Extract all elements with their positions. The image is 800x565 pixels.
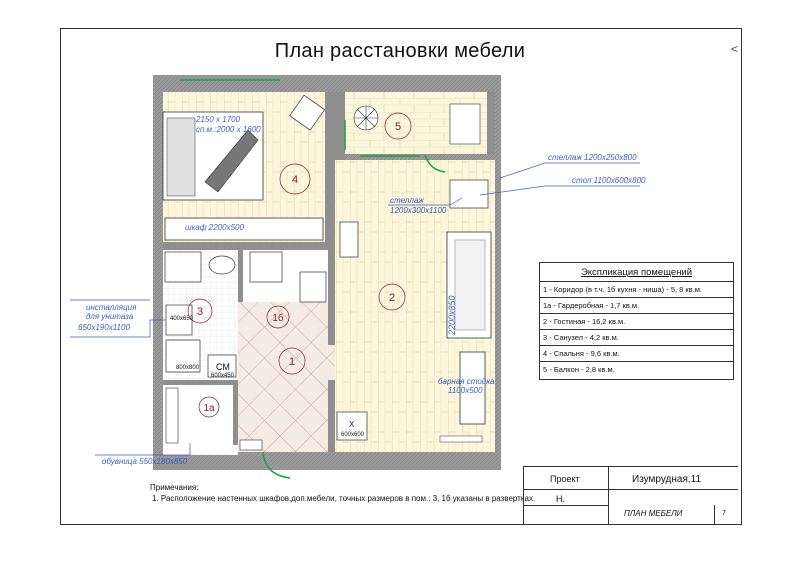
desk [450, 180, 488, 208]
sofa-seat [455, 240, 485, 330]
install-label-2: для унитаза [86, 312, 134, 321]
title-block-n-label: Н. [556, 494, 565, 504]
explication-heading: Экспликация помещений [540, 263, 733, 282]
table-label: стол 1100х600х800 [572, 176, 646, 185]
notes [150, 482, 535, 504]
title-block-project-label: Проект [550, 474, 580, 484]
wall-balcony-east [487, 92, 495, 154]
room-label-5: 5 [394, 121, 402, 133]
room-label-1b: 1б [272, 313, 284, 324]
bed-mattress-label: сп.м.:2000 х 1600 [196, 125, 261, 134]
room-label-1: 1 [288, 356, 296, 368]
bath-sink [209, 256, 235, 274]
explication-row: 4 - Спальня - 9,6 кв.м. [540, 346, 733, 362]
install-label-1: инсталляция [86, 303, 137, 312]
wall-balcony-west [335, 92, 345, 160]
room-label-3: 3 [196, 306, 204, 318]
explication-table [539, 262, 734, 380]
rack2-size-label: 1200х300х1100 [390, 206, 447, 215]
wm-label: СМ [216, 362, 230, 372]
notes-heading: Примечания: [150, 483, 199, 492]
bar-label-1: барная стойка [438, 377, 495, 386]
wall-bath-east [238, 250, 243, 302]
rack1-label: стеллаж 1200х250х800 [548, 153, 637, 162]
room-label-2: 2 [388, 292, 396, 304]
bar-label-2: 1100х500 [448, 386, 483, 395]
callout-line-table [480, 186, 640, 195]
wardrobe-label: шкаф 2200х500 [185, 223, 244, 232]
rack [340, 222, 358, 257]
kitchen-cabinet [250, 252, 282, 282]
explication-row: 1а - Гардеробная - 1,7 кв.м. [540, 298, 733, 314]
wall-bedroom-south [163, 242, 335, 250]
rack2-label: стеллаж [390, 196, 424, 205]
wm-size-label: 600х450 [211, 373, 235, 379]
room-label-1a: 1а [203, 403, 215, 414]
install-label-3: 650х190х1100 [78, 323, 130, 332]
explication-row: 5 - Балкон - 2,8 кв.м. [543, 365, 615, 374]
explication-row: 2 - Гостиная - 16,2 кв.м. [540, 314, 733, 330]
title-block [523, 466, 738, 524]
shower-label: 800х800 [176, 365, 200, 371]
note-line-1: 1. Расположение настенных шкафов,доп.мебели, точных размеров в пом.: 3, 1б указаны в развертках. [152, 494, 536, 503]
wall-corridor-east [328, 380, 335, 452]
bed-pillows [167, 118, 195, 196]
corner-mark: < [731, 42, 739, 56]
bathtub [165, 252, 201, 282]
balcony-chair [450, 104, 480, 144]
fridge-size-label: 600х600 [341, 432, 365, 438]
wall-bedroom-east [325, 92, 335, 242]
explication-row: 1 - Коридор (в т.ч. 1б кухня - ниша) - 5, 8 кв.м. [540, 282, 733, 298]
balcony-plant [354, 106, 378, 130]
tv-stand [440, 436, 482, 442]
title-block-sheet-number: 7 [722, 510, 726, 517]
room-label-4: 4 [291, 174, 299, 186]
title-block-project-value: Изумрудная,11 [632, 474, 702, 485]
page-title: План расстановки мебели [274, 40, 526, 62]
shoes-label: обувница 550х180х850 [102, 457, 188, 466]
explication-row: 3 - Санузел - 4,2 кв.м. [540, 330, 733, 346]
shoe-cabinet [240, 440, 262, 450]
wall-dressing-east [233, 385, 238, 445]
plant-leaves [354, 106, 378, 130]
wall-kitchen-east [328, 250, 335, 345]
dressing-shelf [166, 388, 178, 443]
title-block-sheet-name: ПЛАН МЕБЕЛИ [624, 509, 683, 518]
sink-label: 400х650 [170, 316, 194, 322]
wall-dressing-north [163, 380, 238, 385]
kitchen-counter [300, 272, 326, 302]
fridge-label: Х [349, 420, 355, 429]
sofa-label: 2200х850 [447, 295, 457, 335]
bed-size-label: 2150 х 1700 [196, 115, 241, 124]
